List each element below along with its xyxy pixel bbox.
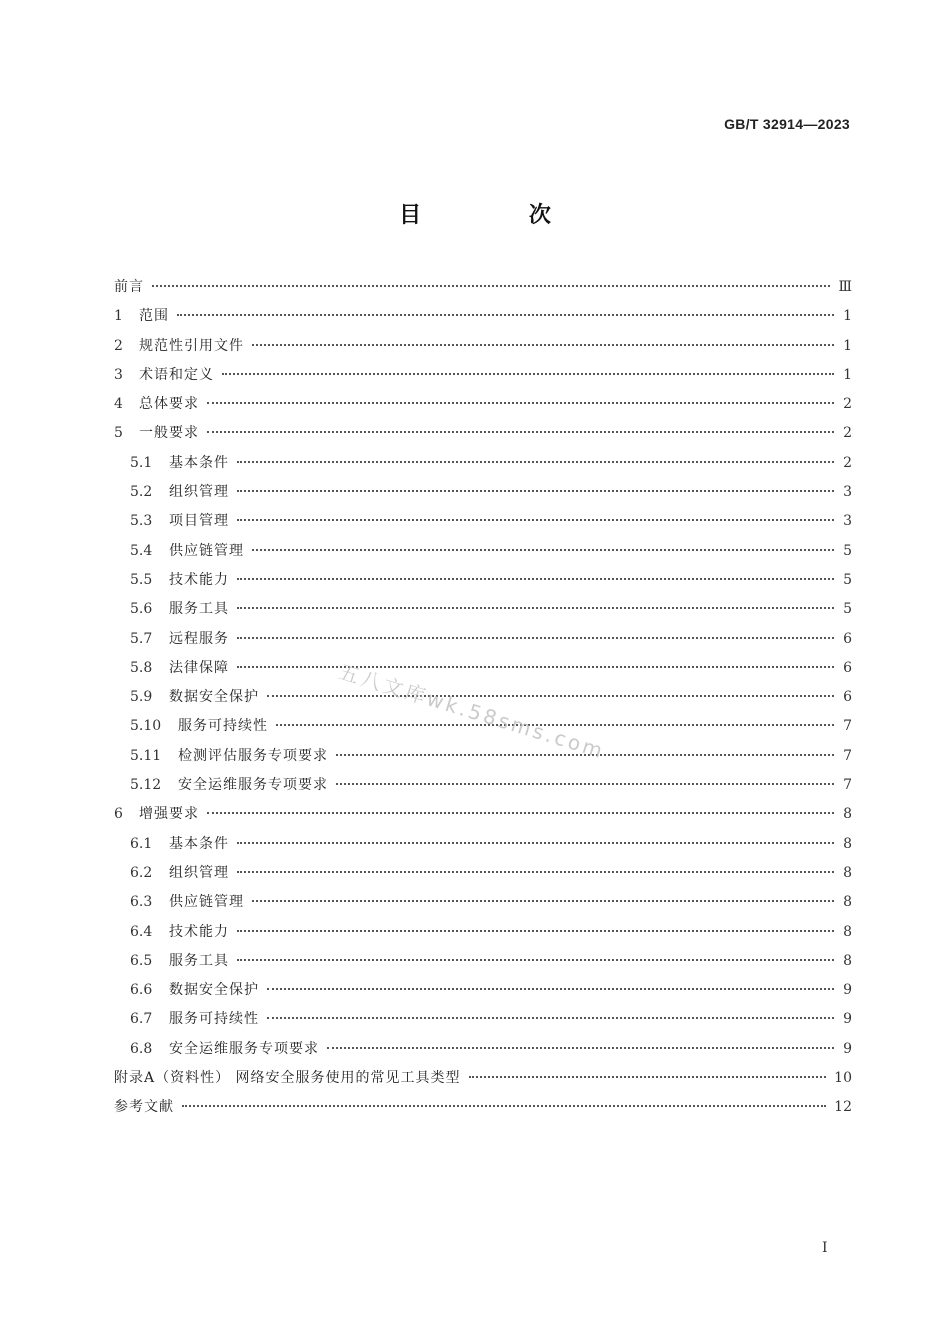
toc-number: 6.7 bbox=[130, 1011, 153, 1028]
toc-label: 服务可持续性 bbox=[169, 1011, 259, 1028]
toc-number: 5.11 bbox=[130, 747, 162, 764]
toc-label: 供应链管理 bbox=[169, 894, 244, 911]
dot-leader bbox=[237, 930, 834, 932]
toc-number: 5.10 bbox=[130, 718, 162, 735]
dot-leader bbox=[152, 285, 830, 287]
dot-leader bbox=[252, 549, 834, 551]
toc-label: 技术能力 bbox=[169, 571, 229, 588]
toc-number: 6.8 bbox=[130, 1040, 153, 1057]
toc-page: 5 bbox=[843, 601, 852, 618]
toc-page: 8 bbox=[843, 806, 852, 823]
toc-label: 服务可持续性 bbox=[178, 718, 268, 735]
toc-page: 9 bbox=[843, 982, 852, 999]
toc-number: 5.1 bbox=[130, 454, 153, 471]
toc-entry-5-6[interactable] bbox=[114, 595, 852, 624]
dot-leader bbox=[237, 461, 834, 463]
toc-entry-6-7[interactable] bbox=[114, 1005, 852, 1034]
toc-number: 2 bbox=[114, 337, 123, 354]
standard-code: GB/T 32914—2023 bbox=[724, 116, 850, 132]
toc-number: 5.8 bbox=[130, 659, 153, 676]
toc-page: 9 bbox=[843, 1040, 852, 1057]
toc-page: 5 bbox=[843, 571, 852, 588]
toc-number: 5.5 bbox=[130, 571, 153, 588]
toc-label: 术语和定义 bbox=[139, 366, 214, 383]
toc-number: 6.1 bbox=[130, 835, 153, 852]
dot-leader bbox=[237, 666, 834, 668]
toc-label: 增强要求 bbox=[139, 806, 199, 823]
toc-page: 3 bbox=[843, 484, 852, 501]
toc-entry-5-12[interactable] bbox=[114, 771, 852, 800]
dot-leader bbox=[237, 637, 834, 639]
toc-entry-5-3[interactable] bbox=[114, 507, 852, 536]
toc-entry-5-7[interactable] bbox=[114, 625, 852, 654]
toc-number: 3 bbox=[114, 366, 123, 383]
page-number: Ⅰ bbox=[822, 1240, 828, 1256]
toc-page: 1 bbox=[843, 366, 852, 383]
dot-leader bbox=[252, 344, 834, 346]
toc-page: 10 bbox=[834, 1070, 852, 1087]
toc-page: 8 bbox=[843, 952, 852, 969]
toc-entry-5-4[interactable] bbox=[114, 537, 852, 566]
toc-entry-6-1[interactable] bbox=[114, 830, 852, 859]
toc-label: 规范性引用文件 bbox=[139, 337, 244, 354]
toc-page: 7 bbox=[843, 777, 852, 794]
dot-leader bbox=[237, 519, 834, 521]
toc-label: 组织管理 bbox=[169, 864, 229, 881]
toc-label: 总体要求 bbox=[139, 396, 199, 413]
toc-number: 6.6 bbox=[130, 982, 153, 999]
toc-label: 安全运维服务专项要求 bbox=[178, 777, 328, 794]
toc-number: 5.2 bbox=[130, 484, 153, 501]
toc-entry-6-6[interactable] bbox=[114, 976, 852, 1005]
toc-page: 1 bbox=[843, 308, 852, 325]
toc-label: 安全运维服务专项要求 bbox=[169, 1040, 319, 1057]
toc-page: 2 bbox=[843, 396, 852, 413]
watermark: 五八文库wk.58sms.com bbox=[336, 659, 609, 764]
toc-entry-3[interactable] bbox=[114, 361, 852, 390]
toc-number: 6.5 bbox=[130, 952, 153, 969]
toc-number: 5.12 bbox=[130, 777, 162, 794]
toc-entry-6-4[interactable] bbox=[114, 918, 852, 947]
toc-entry-5-8[interactable] bbox=[114, 654, 852, 683]
dot-leader bbox=[327, 1047, 834, 1049]
toc-label: 附录A（资料性） 网络安全服务使用的常见工具类型 bbox=[114, 1070, 461, 1087]
toc-entry-6[interactable] bbox=[114, 800, 852, 829]
toc-label: 一般要求 bbox=[139, 425, 199, 442]
toc-entry-5-11[interactable] bbox=[114, 742, 852, 771]
toc-label: 范围 bbox=[139, 308, 169, 325]
toc-page: 6 bbox=[843, 689, 852, 706]
toc-label: 组织管理 bbox=[169, 484, 229, 501]
toc-page: 6 bbox=[843, 659, 852, 676]
toc-number: 6.3 bbox=[130, 894, 153, 911]
toc-page: Ⅲ bbox=[838, 279, 852, 295]
toc-page: 8 bbox=[843, 923, 852, 940]
dot-leader bbox=[469, 1076, 827, 1078]
toc-label: 参考文献 bbox=[114, 1099, 174, 1116]
toc-number: 5.3 bbox=[130, 513, 153, 530]
page-title: 目 次 bbox=[399, 203, 601, 228]
toc-label: 项目管理 bbox=[169, 513, 229, 530]
toc-page: 2 bbox=[843, 454, 852, 471]
dot-leader bbox=[207, 431, 834, 433]
toc-number: 5.9 bbox=[130, 689, 153, 706]
toc-entry-2[interactable] bbox=[114, 332, 852, 361]
toc-label: 技术能力 bbox=[169, 923, 229, 940]
dot-leader bbox=[237, 959, 834, 961]
toc-entry-1[interactable] bbox=[114, 302, 852, 331]
toc-page: 2 bbox=[843, 425, 852, 442]
dot-leader bbox=[237, 871, 834, 873]
toc-entry-6-2[interactable] bbox=[114, 859, 852, 888]
toc-page: 1 bbox=[843, 337, 852, 354]
toc-label: 基本条件 bbox=[169, 454, 229, 471]
dot-leader bbox=[237, 490, 834, 492]
dot-leader bbox=[267, 1017, 834, 1019]
dot-leader bbox=[207, 812, 834, 814]
toc-entry-4[interactable] bbox=[114, 390, 852, 419]
dot-leader bbox=[182, 1105, 826, 1107]
toc-label: 服务工具 bbox=[169, 601, 229, 618]
toc-number: 6.2 bbox=[130, 864, 153, 881]
toc-entry-appendix-a[interactable] bbox=[114, 1064, 852, 1093]
toc-number: 5.4 bbox=[130, 542, 153, 559]
toc-page: 12 bbox=[834, 1099, 852, 1116]
dot-leader bbox=[336, 783, 834, 785]
dot-leader bbox=[252, 900, 834, 902]
toc-label: 基本条件 bbox=[169, 835, 229, 852]
dot-leader bbox=[237, 578, 834, 580]
dot-leader bbox=[267, 988, 834, 990]
toc-entry-foreword[interactable] bbox=[114, 273, 852, 302]
dot-leader bbox=[237, 842, 834, 844]
toc-page: 3 bbox=[843, 513, 852, 530]
toc-number: 6.4 bbox=[130, 923, 153, 940]
toc-label: 远程服务 bbox=[169, 630, 229, 647]
toc-page: 5 bbox=[843, 542, 852, 559]
dot-leader bbox=[222, 373, 834, 375]
toc-label: 检测评估服务专项要求 bbox=[178, 747, 328, 764]
toc-page: 7 bbox=[843, 718, 852, 735]
toc-entry-5-1[interactable] bbox=[114, 449, 852, 478]
dot-leader bbox=[207, 402, 834, 404]
toc-entry-5-5[interactable] bbox=[114, 566, 852, 595]
toc-number: 5.6 bbox=[130, 601, 153, 618]
dot-leader bbox=[237, 607, 834, 609]
toc-entry-6-5[interactable] bbox=[114, 947, 852, 976]
toc-page: 7 bbox=[843, 747, 852, 764]
dot-leader bbox=[267, 695, 834, 697]
toc-page: 6 bbox=[843, 630, 852, 647]
toc-number: 1 bbox=[114, 308, 123, 325]
toc-label: 数据安全保护 bbox=[169, 982, 259, 999]
toc-page: 8 bbox=[843, 835, 852, 852]
toc-page: 9 bbox=[843, 1011, 852, 1028]
toc-label: 供应链管理 bbox=[169, 542, 244, 559]
toc-number: 6 bbox=[114, 806, 123, 823]
toc-number: 4 bbox=[114, 396, 123, 413]
toc-entry-6-8[interactable] bbox=[114, 1035, 852, 1064]
toc-label: 法律保障 bbox=[169, 659, 229, 676]
toc-entry-5[interactable] bbox=[114, 419, 852, 448]
dot-leader bbox=[177, 314, 834, 316]
toc-label: 服务工具 bbox=[169, 952, 229, 969]
toc-entry-5-2[interactable] bbox=[114, 478, 852, 507]
toc-number: 5.7 bbox=[130, 630, 153, 647]
toc-number: 5 bbox=[114, 425, 123, 442]
toc-entry-references[interactable] bbox=[114, 1093, 852, 1122]
toc-page: 8 bbox=[843, 864, 852, 881]
toc-label: 数据安全保护 bbox=[169, 689, 259, 706]
toc-label: 前言 bbox=[114, 279, 144, 295]
toc-page: 8 bbox=[843, 894, 852, 911]
toc-entry-6-3[interactable] bbox=[114, 888, 852, 917]
